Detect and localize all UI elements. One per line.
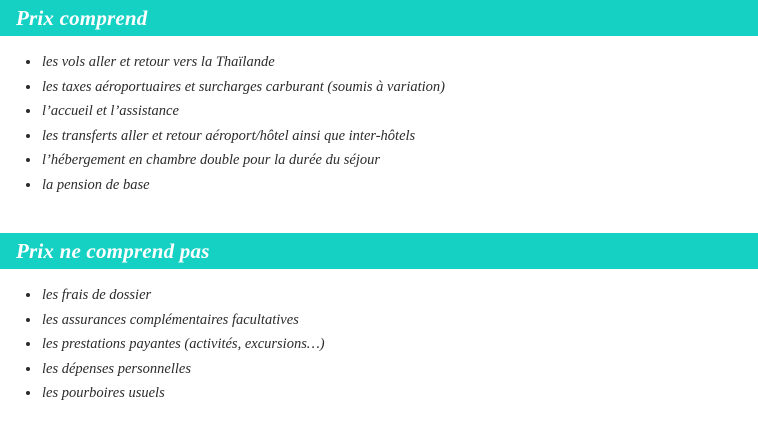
section-prix-comprend: [0, 0, 758, 207]
bullet-icon: [26, 134, 30, 138]
bullet-icon: [26, 183, 30, 187]
bullet-icon: [26, 318, 30, 322]
excluded-list: [0, 283, 758, 405]
bullet-icon: [26, 391, 30, 395]
bullet-icon: [26, 293, 30, 297]
list-item: [0, 148, 758, 172]
list-item-label: l’accueil et l’assistance: [42, 103, 179, 119]
list-item: [0, 381, 758, 405]
list-item: [0, 357, 758, 381]
list-item-label: les assurances complémentaires facultatives: [42, 311, 299, 328]
bullet-icon: [26, 158, 30, 162]
list-item: [0, 124, 758, 148]
list-item-label: les transferts aller et retour aéroport/hôtel ainsi que inter-hôtels: [42, 127, 416, 144]
bullet-icon: [26, 367, 30, 371]
list-item: [0, 75, 758, 99]
section-title-prix-comprend: Prix comprend: [0, 0, 758, 36]
list-item-label: la pension de base: [42, 176, 150, 193]
bullet-icon: [26, 109, 30, 113]
list-item: [0, 308, 758, 332]
section-spacer: [0, 207, 758, 233]
list-item-label: les frais de dossier: [42, 287, 152, 303]
included-list: [0, 50, 758, 197]
list-item-label: les taxes aéroportuaires et surcharges carburant (soumis à variation): [42, 78, 446, 95]
list-item: [0, 332, 758, 356]
bullet-icon: [26, 60, 30, 64]
list-item-label: les dépenses personnelles: [42, 360, 191, 377]
section-prix-ne-comprend-pas: [0, 233, 758, 416]
list-item: [0, 99, 758, 123]
section-body-prix-ne-comprend-pas: [0, 269, 758, 416]
list-item: [0, 50, 758, 74]
list-item-label: les prestations payantes (activités, excursions…): [42, 336, 325, 352]
list-item-label: les pourboires usuels: [42, 385, 165, 401]
bullet-icon: [26, 342, 30, 346]
list-item-label: l’hébergement en chambre double pour la durée du séjour: [42, 152, 380, 168]
section-title-prix-ne-comprend-pas: Prix ne comprend pas: [0, 233, 758, 269]
list-item-label: les vols aller et retour vers la Thaïlande: [42, 54, 275, 70]
list-item: [0, 283, 758, 307]
list-item: [0, 173, 758, 197]
bullet-icon: [26, 85, 30, 89]
section-body-prix-comprend: [0, 36, 758, 207]
